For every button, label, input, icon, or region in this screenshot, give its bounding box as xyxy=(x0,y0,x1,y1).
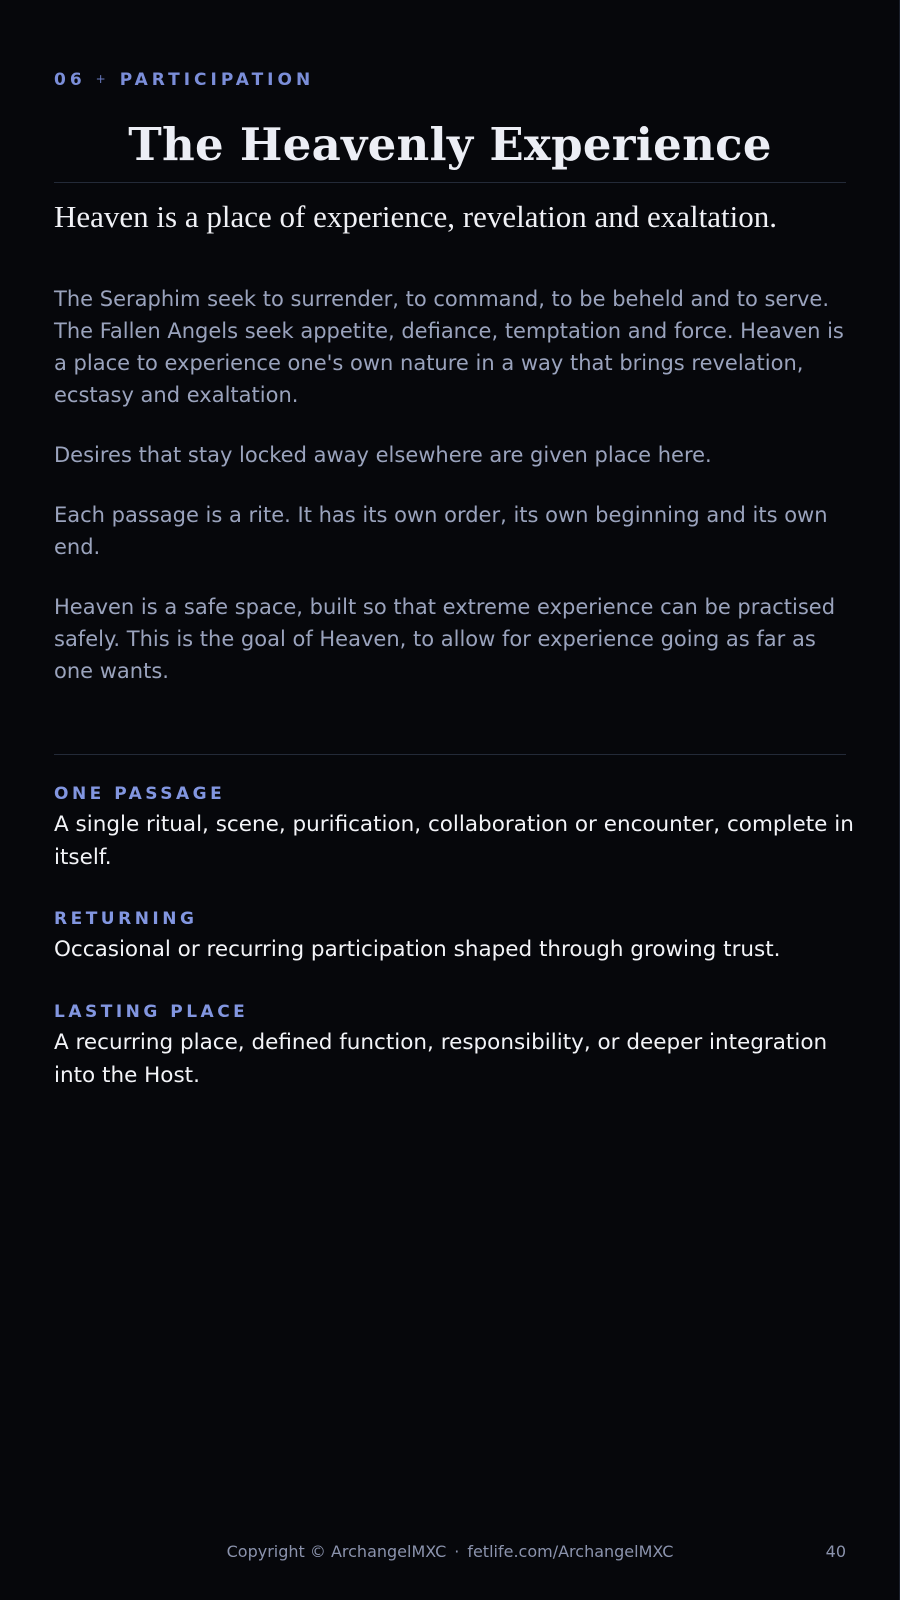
tier-label-lasting-place: LASTING PLACE xyxy=(54,1002,249,1022)
lede-subtitle: Heaven is a place of experience, revelation and exaltation. xyxy=(54,199,777,234)
page-number: 40 xyxy=(825,1542,846,1561)
tier-description-one-passage: A single ritual, scene, purification, collaboration or encounter, complete in itself. xyxy=(54,812,854,870)
body-paragraph: The Seraphim seek to surrender, to command, to be beheld and to serve. The Fallen Angels seek appetite, defiance, temptation and force. Heaven is a place to experience one's own nature in a way that brings revelation, ecstasy and exaltation. xyxy=(54,287,844,407)
tier-description-lasting-place: A recurring place, defined function, responsibility, or deeper integration into the Host. xyxy=(54,1030,828,1088)
body-paragraph: Heaven is a safe space, built so that extreme experience can be practised safely. This is the goal of Heaven, to allow for experience going as far as one wants. xyxy=(54,595,836,683)
separator-icon: + xyxy=(95,72,106,86)
footer-dot: · xyxy=(454,1542,460,1561)
section-name: PARTICIPATION xyxy=(119,70,315,90)
body-paragraph: Desires that stay locked away elsewhere are given place here. xyxy=(54,443,712,467)
body-paragraph: Each passage is a rite. It has its own order, its own beginning and its own end. xyxy=(54,503,828,559)
section-divider xyxy=(54,754,846,755)
tier-label-returning: RETURNING xyxy=(54,909,198,929)
section-number: 06 xyxy=(54,70,86,90)
copyright-text: Copyright © ArchangelMXC xyxy=(226,1542,447,1561)
section-eyebrow xyxy=(54,70,314,90)
footer xyxy=(0,1542,900,1561)
title-divider xyxy=(54,182,846,183)
page-title: The Heavenly Experience xyxy=(128,118,772,171)
tier-description-returning: Occasional or recurring participation shaped through growing trust. xyxy=(54,937,781,962)
tier-label-one-passage: ONE PASSAGE xyxy=(54,784,226,804)
profile-link[interactable]: fetlife.com/ArchangelMXC xyxy=(467,1542,674,1561)
